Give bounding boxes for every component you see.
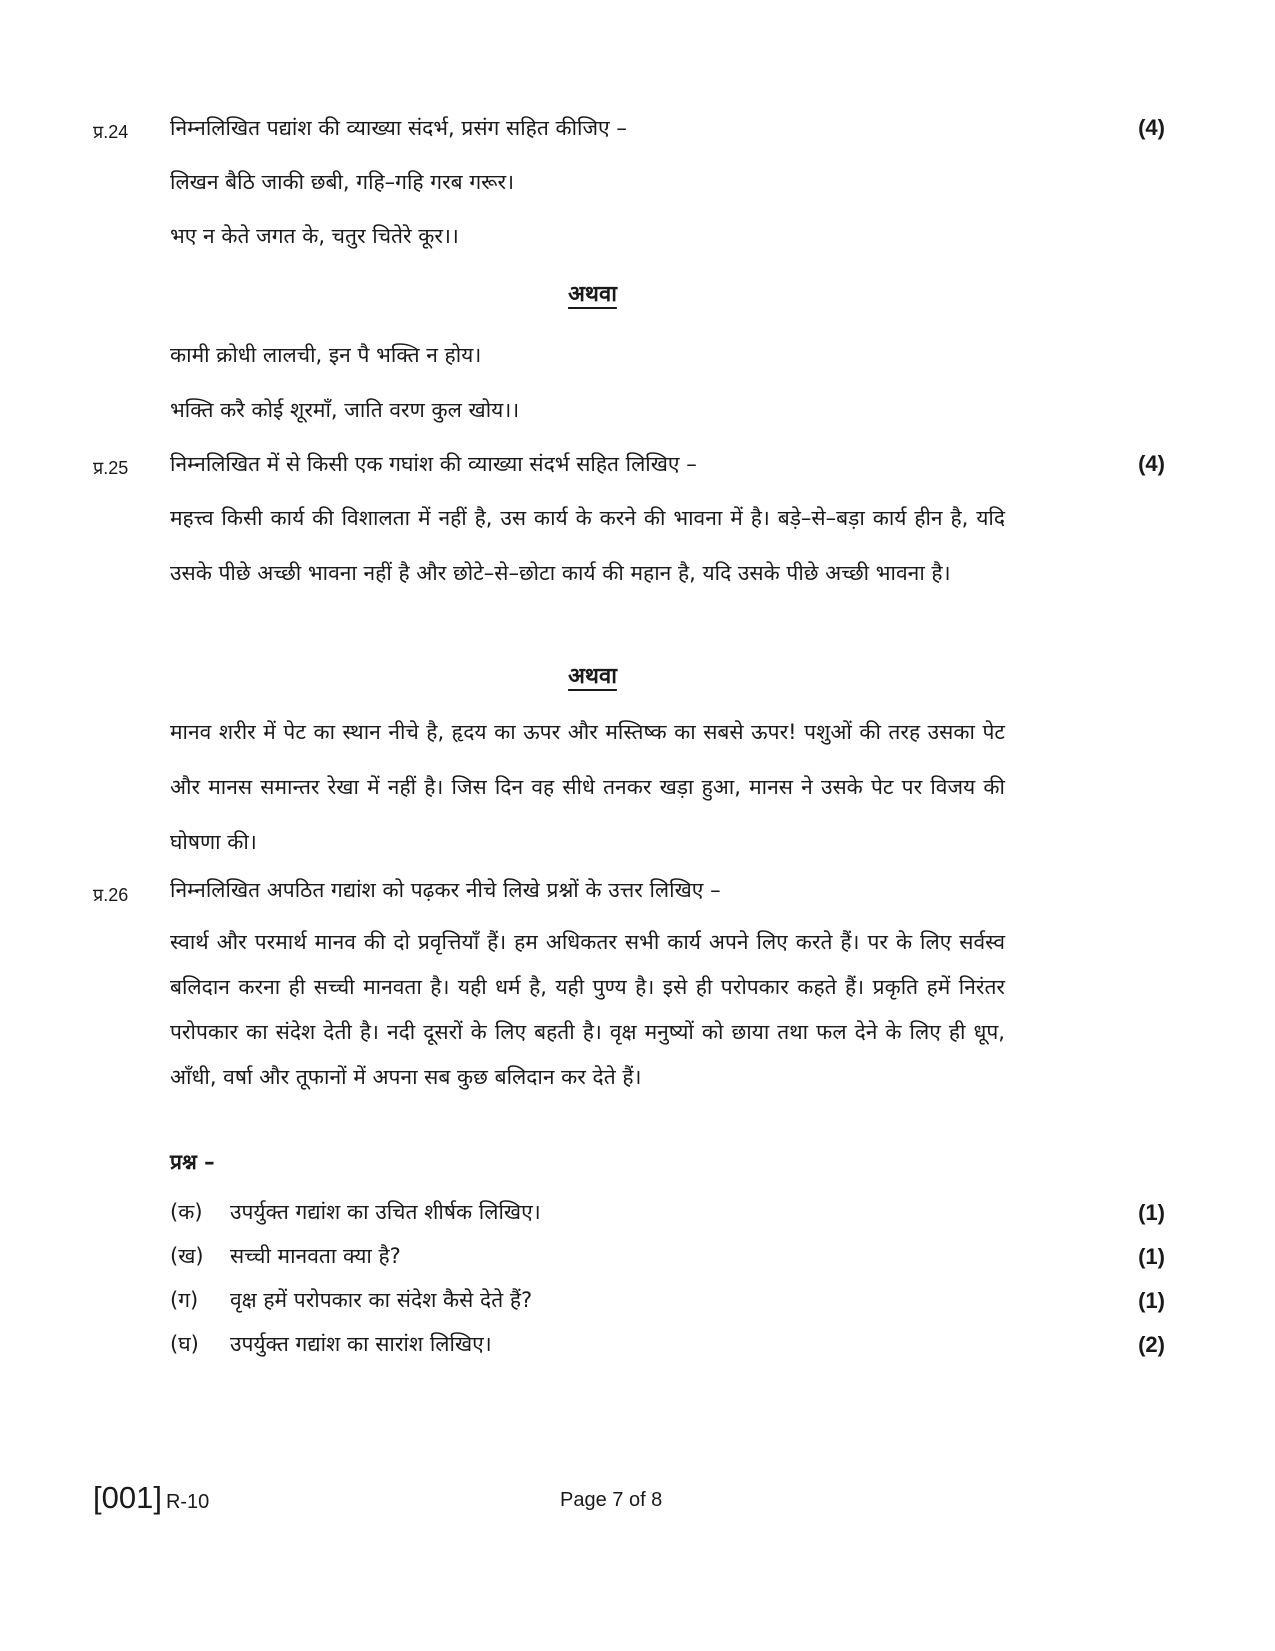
question-number-26: प्र.26 <box>93 885 129 905</box>
verse-2-line-1: कामी क्रोधी लालची, इन पै भक्ति न होय। <box>170 343 482 367</box>
verse-1-line-1: लिखन बैठि जाकी छबी, गहि–गहि गरब गरूर। <box>170 170 515 194</box>
sub-question-label: (क) <box>170 1200 203 1224</box>
sub-question-text: उपर्युक्त गद्यांश का उचित शीर्षक लिखिए। <box>230 1200 541 1224</box>
question-number-25: प्र.25 <box>93 458 129 478</box>
question-24-marks: (4) <box>1138 115 1165 140</box>
or-heading: अथवा <box>568 282 617 307</box>
passage-1: महत्त्व किसी कार्य की विशालता में नहीं है, उस कार्य के करने की भावना में है। बड़े–से–बड़ा कार्य हीन है, यदि उसके पीछे अच्छी भावना नहीं है और छोटे–से–छोटा कार्य की महान है, यदि उसके पीछे अच्छी भावना है। <box>170 506 1005 585</box>
unseen-passage: स्वार्थ और परमार्थ मानव की दो प्रवृत्तियाँ हैं। हम अधिकतर सभी कार्य अपने लिए करते हैं। पर के लिए सर्वस्व बलिदान करना ही सच्ची मानवता है। यही धर्म है, यही पुण्य है। इसे ही परोपकार कहते हैं। प्रकृति हमें निरंतर परोपकार का संदेश देती है। नदी दूसरों के लिए बहती है। वृक्ष मनुष्यों को छाया तथा फल देने के लिए ही धूप, आँधी, वर्षा और तूफानों में अपना सब कुछ बलिदान कर देते हैं। <box>170 930 1005 1089</box>
sub-question-text: उपर्युक्त गद्यांश का सारांश लिखिए। <box>230 1332 492 1356</box>
paper-code <box>93 1480 209 1516</box>
question-26-instruction: निम्नलिखित अपठित गद्यांश को पढ़कर नीचे लिखे प्रश्नों के उत्तर लिखिए – <box>170 878 721 902</box>
sub-question-text: सच्ची मानवता क्या है? <box>230 1244 401 1268</box>
sub-question-marks: (1) <box>1138 1200 1165 1225</box>
question-25-marks: (4) <box>1138 451 1165 476</box>
sub-question-label: (ख) <box>170 1244 204 1268</box>
sub-question-marks: (1) <box>1138 1288 1165 1313</box>
page-number: Page 7 of 8 <box>560 1489 663 1511</box>
or-heading: अथवा <box>568 664 617 689</box>
paper-series: R-10 <box>165 1491 210 1513</box>
question-24-instruction: निम्नलिखित पद्यांश की व्याख्या संदर्भ, प्रसंग सहित कीजिए – <box>170 116 627 140</box>
verse-1-line-2: भए न केते जगत के, चतुर चितेरे कूर।। <box>170 224 459 248</box>
sub-question-label: (घ) <box>170 1332 199 1356</box>
question-25-instruction: निम्नलिखित में से किसी एक गघांश की व्याख्या संदर्भ सहित लिखिए – <box>170 452 697 476</box>
passage-2: मानव शरीर में पेट का स्थान नीचे है, हृदय का ऊपर और मस्तिष्क का सबसे ऊपर! पशुओं की तरह उसका पेट और मानस समान्तर रेखा में नहीं है। जिस दिन वह सीधे तनकर खड़ा हुआ, मानस ने उसके पेट पर विजय की घोषणा की। <box>170 720 1005 854</box>
question-number-24: प्र.24 <box>93 122 129 142</box>
sub-question-marks: (1) <box>1138 1244 1165 1269</box>
sub-question-label: (ग) <box>170 1288 199 1312</box>
questions-heading: प्रश्न – <box>170 1150 215 1174</box>
verse-2-line-2: भक्ति करै कोई शूरमाँ, जाति वरण कुल खोय।। <box>170 398 520 422</box>
sub-question-marks: (2) <box>1138 1332 1165 1357</box>
paper-code-number: [001] <box>93 1480 162 1515</box>
sub-question-text: वृक्ष हमें परोपकार का संदेश कैसे देते हैं? <box>230 1288 533 1312</box>
